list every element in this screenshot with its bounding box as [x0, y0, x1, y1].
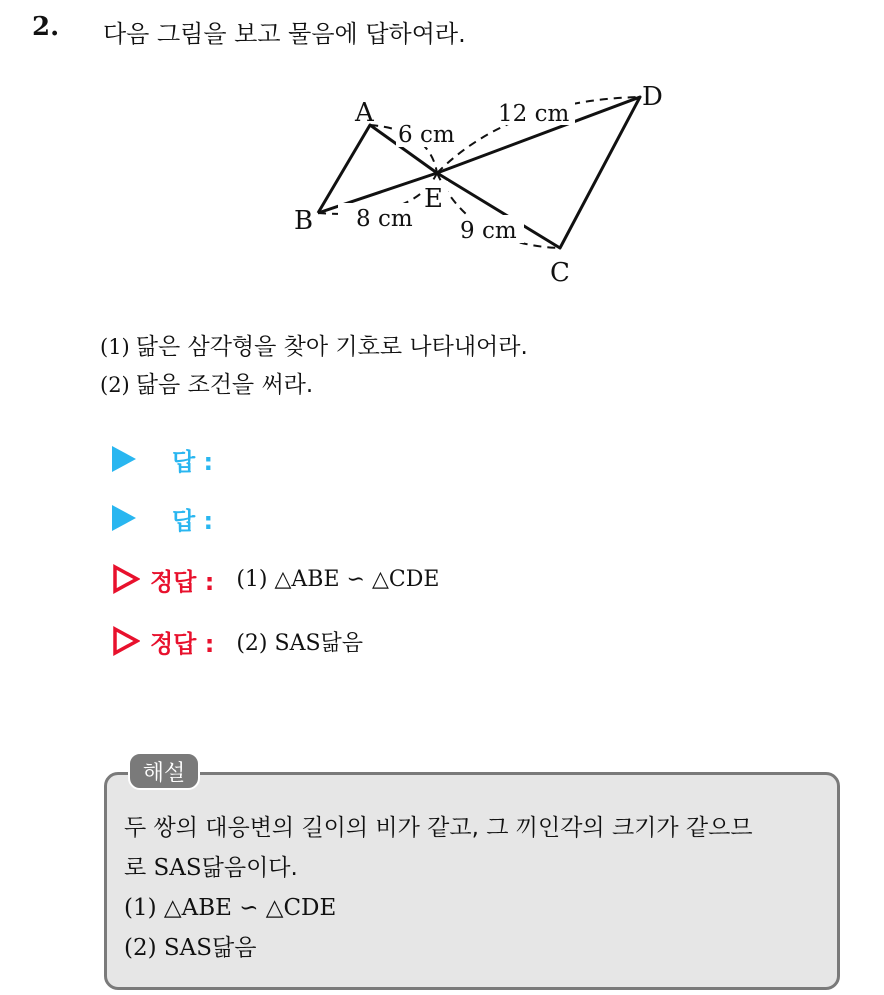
answer-blank-1 — [112, 442, 213, 476]
problem-number: 2. — [32, 12, 60, 42]
subquestion-2 — [100, 366, 313, 399]
explanation-text — [124, 808, 834, 968]
label-b: B — [294, 206, 314, 236]
answer-blank-2 — [112, 501, 213, 535]
correct-answer-1-number: (1) — [236, 566, 268, 592]
correct-answer-2-suffix: 닮음 — [320, 630, 364, 656]
explanation-line-2 — [124, 848, 834, 888]
length-ed: 12 cm — [498, 101, 570, 127]
outline-triangle-icon — [112, 626, 140, 656]
subquestion-1 — [100, 328, 528, 361]
explanation-item-2-number: (2) SAS — [124, 935, 213, 961]
question-text: 다음 그림을 보고 물음에 답하여라. — [103, 20, 466, 48]
explanation-line-2-suffix: 닮음이다. — [201, 855, 298, 881]
label-c: C — [550, 258, 570, 288]
explanation-item-1: (1) △ABE ∽ △CDE — [124, 895, 337, 921]
label-e: E — [424, 184, 443, 214]
correct-answer-2-value — [236, 626, 363, 657]
subquestion-2-number: (2) — [100, 373, 130, 397]
correct-answer-1-label: 정답 : — [150, 567, 215, 596]
play-triangle-icon — [112, 505, 136, 531]
label-a: A — [355, 98, 374, 128]
answer-blank-2-label: 답 : — [172, 506, 214, 535]
length-ae: 6 cm — [398, 122, 455, 148]
subquestion-1-number: (1) — [100, 335, 130, 359]
outline-triangle-icon — [112, 564, 140, 594]
correct-answer-1-value — [236, 567, 439, 592]
length-ec: 9 cm — [460, 218, 517, 244]
length-be: 8 cm — [356, 206, 413, 232]
correct-answer-2-label: 정답 : — [150, 629, 215, 658]
explanation-line-2-sas: SAS — [153, 855, 202, 881]
correct-answer-2-number: (2) — [236, 630, 268, 656]
answer-blank-1-label: 답 : — [172, 447, 214, 476]
explanation-line-1: 두 쌍의 대응변의 길이의 비가 같고, 그 끼인각의 크기가 같으므 — [124, 815, 753, 841]
explanation-item-2 — [124, 928, 834, 968]
subquestion-1-text: 닮은 삼각형을 찾아 기호로 나타내어라. — [135, 334, 528, 360]
correct-answer-1 — [112, 562, 439, 596]
correct-answer-2 — [112, 624, 363, 658]
explanation-item-2-text: 닮음 — [212, 935, 257, 961]
subquestion-2-text: 닮음 조건을 써라. — [135, 372, 314, 398]
play-triangle-icon — [112, 446, 136, 472]
geometry-figure — [280, 75, 700, 300]
correct-answer-2-text: SAS — [274, 630, 321, 656]
explanation-tab: 해설 — [128, 752, 200, 790]
correct-answer-1-text: △ABE ∽ △CDE — [274, 566, 440, 592]
label-d: D — [642, 82, 663, 112]
explanation-line-2-prefix: 로 — [124, 855, 154, 881]
